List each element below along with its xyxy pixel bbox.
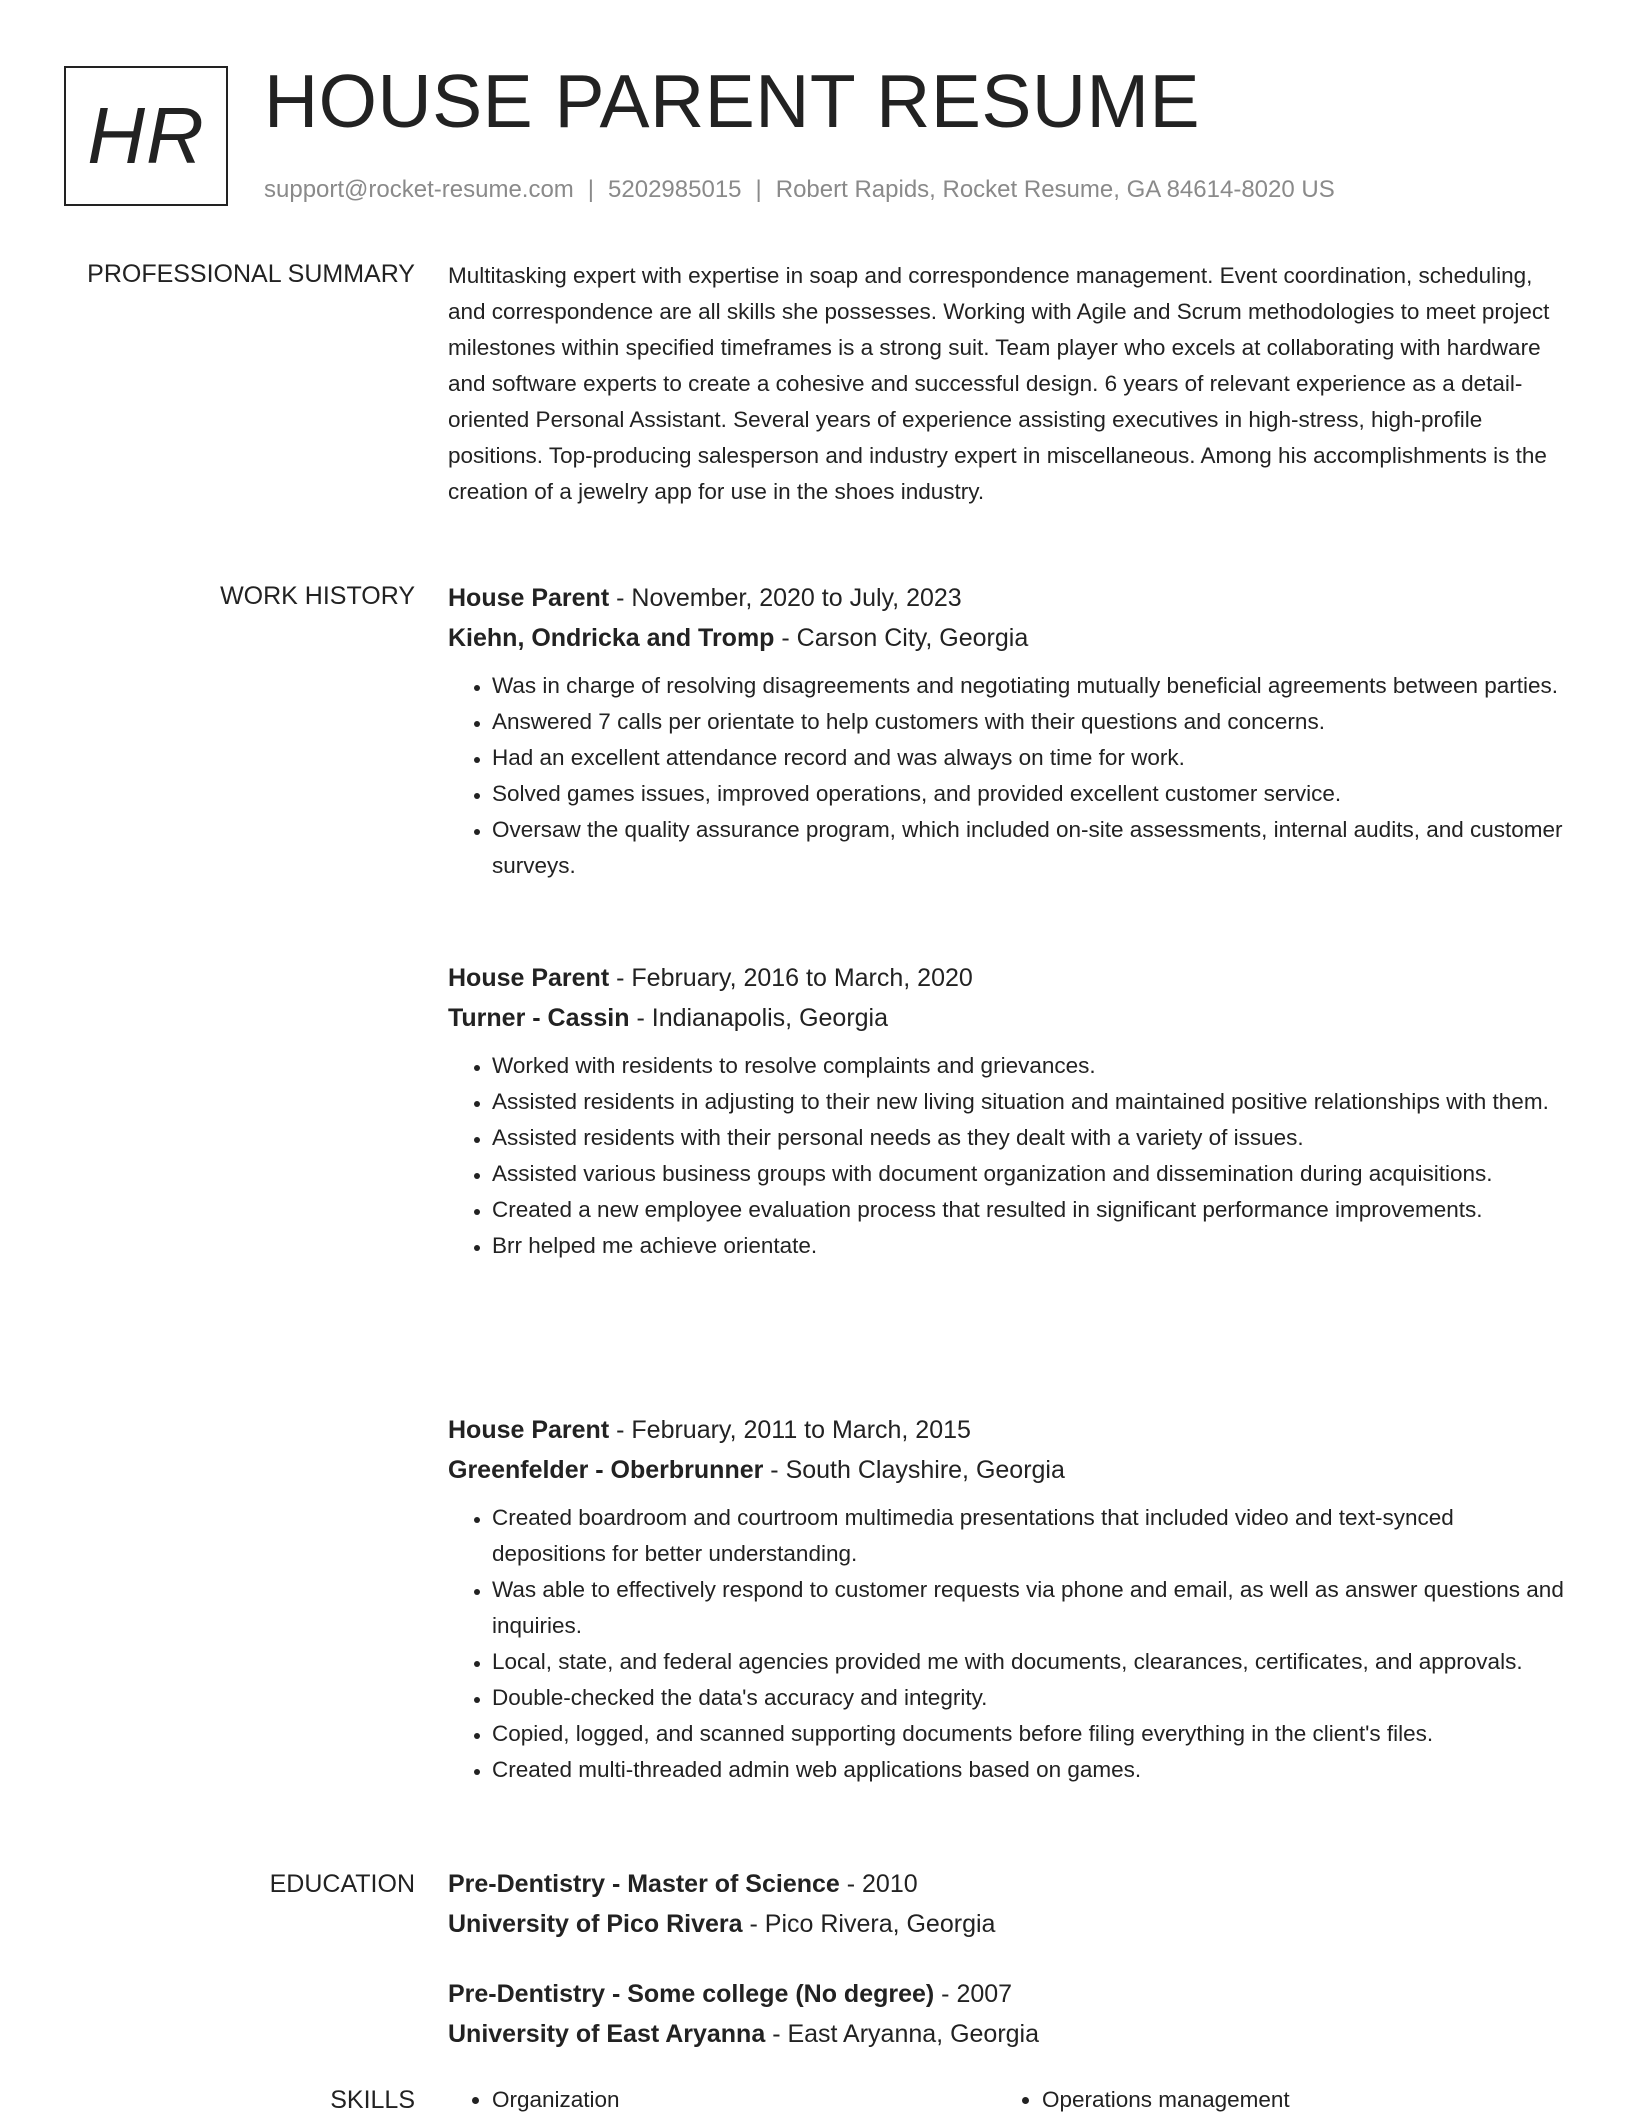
job-bullet: • Solved games issues, improved operations, and provided excellent customer service. — [492, 776, 1572, 812]
summary-text: Multitasking expert with expertise in soap and correspondence management. Event coordination, scheduling, and correspondence are all skills she possesses. Working with Agile and Scrum methodologies to meet project milestones within specified timeframes is a strong suit. Team player who excels at collaborating with hardware and software experts to create a cohesive and successful design. 6 years of relevant experience as a detail-oriented Personal Assistant. Several years of experience assisting executives in high-stress, high-profile positions. Top-producing salesperson and industry expert in miscellaneous. Among his accomplishments is the creation of a jewelry app for use in the shoes industry. — [448, 263, 1550, 504]
job-bullet: • Double-checked the data's accuracy and integrity. — [492, 1680, 1572, 1716]
job-bullet: • Worked with residents to resolve complaints and grievances. — [492, 1048, 1572, 1084]
job-entry — [448, 1410, 1572, 1788]
job-bullet: • Was able to effectively respond to customer requests via phone and email, as well as answer questions and inquiries. — [492, 1572, 1572, 1644]
monogram-initials: HR — [87, 91, 205, 180]
education-degree: Pre-Dentistry - Master of Science — [448, 1870, 840, 1898]
section-label-summary: PROFESSIONAL SUMMARY — [87, 260, 415, 288]
skills-list-right — [998, 2084, 1548, 2116]
job-bullets — [448, 1048, 1572, 1264]
job-bullet: • Assisted various business groups with document organization and dissemination during acquisitions. — [492, 1156, 1572, 1192]
job-title: House Parent — [448, 1416, 610, 1444]
section-label-education: EDUCATION — [269, 1870, 415, 1898]
job-bullet: • Created a new employee evaluation process that resulted in significant performance improvements. — [492, 1192, 1572, 1228]
job-bullet: • Assisted residents with their personal needs as they dealt with a variety of issues. — [492, 1120, 1572, 1156]
job-bullet: • Answered 7 calls per orientate to help customers with their questions and concerns. — [492, 704, 1572, 740]
contact-phone[interactable]: 5202985015 — [608, 176, 742, 203]
job-location: - Indianapolis, Georgia — [629, 1004, 889, 1032]
skills-section — [448, 2084, 1572, 2116]
education-school-line — [448, 2014, 1572, 2054]
job-title: House Parent — [448, 964, 610, 992]
job-company: Greenfelder - Oberbrunner — [448, 1456, 764, 1484]
monogram-logo — [64, 66, 228, 206]
education-location: - Pico Rivera, Georgia — [742, 1910, 996, 1938]
job-dates: - February, 2011 to March, 2015 — [609, 1416, 971, 1444]
skills-columns — [448, 2084, 1572, 2116]
job-bullet: • Created multi-threaded admin web applications based on games. — [492, 1752, 1572, 1788]
job-bullet: • Created boardroom and courtroom multimedia presentations that included video and text-synced depositions for better understanding. — [492, 1500, 1572, 1572]
job-bullet: • Local, state, and federal agencies provided me with documents, clearances, certificates, and approvals. — [492, 1644, 1572, 1680]
job-bullet: • Had an excellent attendance record and was always on time for work. — [492, 740, 1572, 776]
job-title-line — [448, 958, 1572, 998]
education-degree-line — [448, 1864, 1572, 1904]
education-degree-line — [448, 1974, 1572, 2014]
job-bullets — [448, 1500, 1572, 1788]
section-label-skills: SKILLS — [330, 2086, 415, 2114]
contact-address: Robert Rapids, Rocket Resume, GA 84614-8020 US — [775, 176, 1335, 203]
job-location: - South Clayshire, Georgia — [763, 1456, 1065, 1484]
skill-item: • Organization — [492, 2084, 998, 2116]
education-school-line — [448, 1904, 1572, 1944]
resume-title: HOUSE PARENT RESUME — [264, 59, 1201, 143]
job-entry — [448, 578, 1572, 884]
contact-separator: | — [755, 176, 762, 203]
job-company-line — [448, 1450, 1572, 1490]
job-bullet: • Was in charge of resolving disagreements and negotiating mutually beneficial agreements between parties. — [492, 668, 1572, 704]
job-dates: - February, 2016 to March, 2020 — [609, 964, 973, 992]
education-entry — [448, 1974, 1572, 2054]
job-company-line — [448, 618, 1572, 658]
job-company: Kiehn, Ondricka and Tromp — [448, 624, 775, 652]
job-bullet: • Oversaw the quality assurance program, which included on-site assessments, internal audits, and customer surveys. — [492, 812, 1572, 884]
job-company: Turner - Cassin — [448, 1004, 630, 1032]
job-title-line — [448, 1410, 1572, 1450]
contact-line — [264, 174, 1335, 206]
education-school: University of Pico Rivera — [448, 1910, 743, 1938]
education-school: University of East Aryanna — [448, 2020, 766, 2048]
contact-separator: | — [587, 176, 595, 203]
job-bullet: • Copied, logged, and scanned supporting documents before filing everything in the client's files. — [492, 1716, 1572, 1752]
education-entry — [448, 1864, 1572, 1944]
job-title: House Parent — [448, 584, 610, 612]
skills-list-left — [448, 2084, 998, 2116]
contact-email[interactable]: support@rocket-resume.com — [264, 176, 574, 203]
job-bullet: • Assisted residents in adjusting to their new living situation and maintained positive relationships with them. — [492, 1084, 1572, 1120]
job-location: - Carson City, Georgia — [774, 624, 1029, 652]
job-entry — [448, 958, 1572, 1264]
skill-item: • Operations management — [1042, 2084, 1548, 2116]
education-location: - East Aryanna, Georgia — [765, 2020, 1040, 2048]
job-dates: - November, 2020 to July, 2023 — [609, 584, 962, 612]
job-company-line — [448, 998, 1572, 1038]
summary-section — [448, 258, 1572, 510]
education-year: - 2007 — [934, 1980, 1013, 2008]
section-label-work-history: WORK HISTORY — [220, 582, 415, 610]
education-degree: Pre-Dentistry - Some college (No degree) — [448, 1980, 935, 2008]
education-year: - 2010 — [839, 1870, 918, 1898]
job-bullet: • Brr helped me achieve orientate. — [492, 1228, 1572, 1264]
job-bullets — [448, 668, 1572, 884]
job-title-line — [448, 578, 1572, 618]
